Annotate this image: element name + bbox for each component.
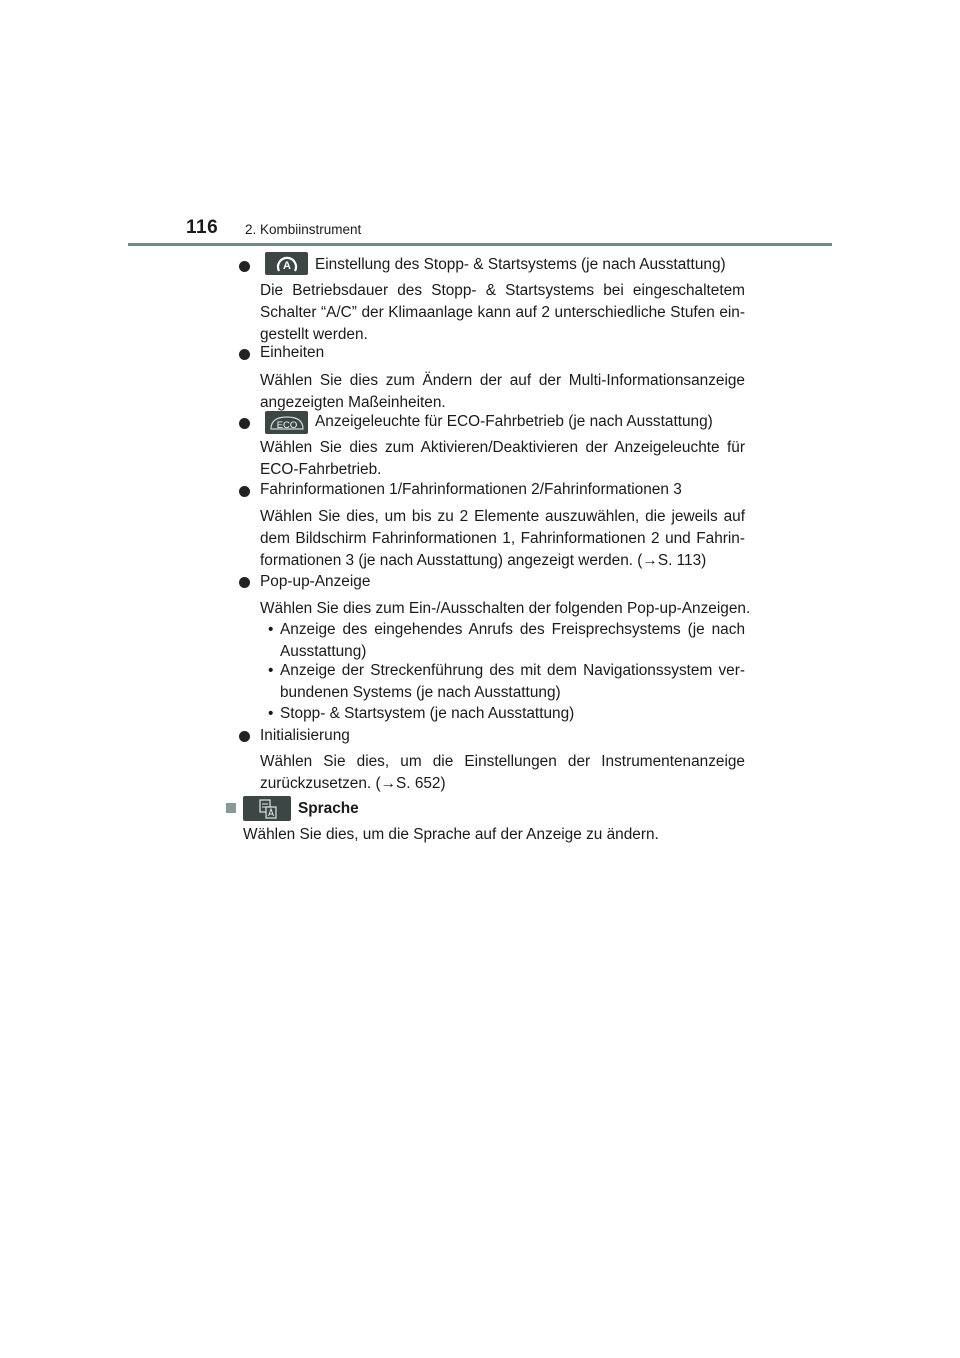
popup-title: Pop-up-Anzeige <box>260 573 371 590</box>
page-number: 116 <box>186 217 219 238</box>
init-description: Wählen Sie dies, um die Einstellungen der Instrumentenanzeige zurückzusetzen. (→S. 652) <box>260 753 745 792</box>
driveinfo-title: Fahrinformationen 1/Fahrinformationen 2/Fahrinformationen 3 <box>260 481 682 498</box>
language-description: Wählen Sie dies, um die Sprache auf der Anzeige zu ändern. <box>243 826 659 843</box>
language-settings-icon <box>243 796 291 821</box>
eco-description: Wählen Sie dies zum Aktivieren/Deaktivieren der Anzeigeleuchte für ECO-Fahrbetrieb. <box>260 439 745 478</box>
header-rule <box>128 243 832 246</box>
eco-indicator-icon <box>265 411 308 434</box>
stopstart-title: Einstellung des Stopp- & Startsystems (je nach Ausstattung) <box>315 256 726 273</box>
list-bullet: • <box>268 662 274 679</box>
bullet-dot <box>239 577 250 588</box>
units-description: Wählen Sie dies zum Ändern der auf der Multi-Informationsanzeige angezeigten Maßeinheiten. <box>260 372 745 411</box>
bullet-dot <box>239 349 250 360</box>
eco-title: Anzeigeleuchte für ECO-Fahrbetrieb (je nach Ausstattung) <box>315 413 713 430</box>
bullet-dot <box>239 486 250 497</box>
svg-text:A: A <box>282 259 291 272</box>
units-title: Einheiten <box>260 344 325 361</box>
language-title: Sprache <box>298 800 359 817</box>
bullet-dot <box>239 731 250 742</box>
driveinfo-description: Wählen Sie dies, um bis zu 2 Elemente auszuwählen, die jeweils auf dem Bildschirm Fahrinformationen 1, Fahrinformationen 2 und Fahrin- formationen 3 (je nach Ausstattung) angezeigt werden. (→S. 113) <box>260 508 745 569</box>
stopstart-description: Die Betriebsdauer des Stopp- & Startsystems bei eingeschaltetem Schalter “A/C” der Klimaanlage kann auf 2 unterschiedliche Stufen ein- gestellt werden. <box>260 282 745 343</box>
init-title: Initialisierung <box>260 727 350 744</box>
auto-stop-start-icon <box>265 252 308 275</box>
list-bullet: • <box>268 705 274 722</box>
list-bullet: • <box>268 621 274 638</box>
bullet-dot <box>239 261 250 272</box>
eco-icon-text: ECO <box>276 419 297 431</box>
bullet-dot <box>239 418 250 429</box>
section-square-bullet <box>226 803 236 813</box>
popup-intro: Wählen Sie dies zum Ein-/Ausschalten der folgenden Pop-up-Anzeigen. <box>260 600 751 617</box>
section-title: 2. Kombiinstrument <box>245 222 362 237</box>
